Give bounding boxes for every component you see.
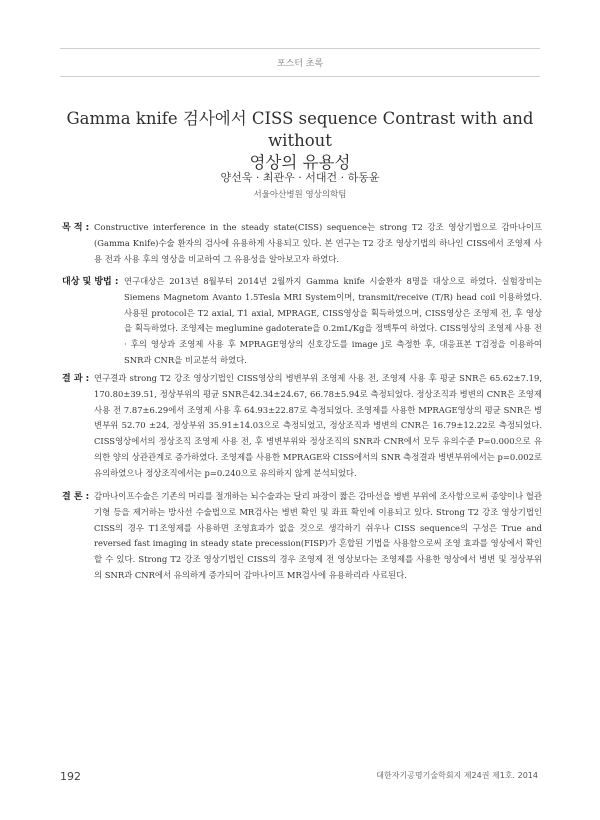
- paper-title-line-2: 영상의 유용성: [249, 153, 351, 172]
- purpose-label: 목 적 :: [62, 223, 90, 233]
- section-purpose: [62, 220, 542, 267]
- purpose-text: Constructive interference in the steady state(CISS) sequence는 strong T2 강조 영상기법으로 감마나이프(Gamma Knife)수술 환자의 검사에 유용하게 사용되고 있다. 본 연구는 T2 강조 영상기법의 하나인 CISS에서 조영제 사용 전과 사용 후의 영상을 비교하여 그 유용성을 알아보고자 하였다.: [94, 222, 542, 264]
- section-header-label: 포스터 초록: [276, 59, 324, 69]
- header-rule-top: [60, 48, 540, 49]
- header-rule-bottom: [60, 76, 540, 77]
- section-conclusion: [62, 489, 542, 584]
- author-list: 양선욱 · 최관우 · 서대건 · 하동윤: [220, 171, 380, 184]
- methods-label: 대상 및 방법 :: [62, 277, 119, 287]
- journal-citation: 대한자기공명기술학회지 제24권 제1호. 2014: [376, 771, 538, 780]
- paper-title: [40, 108, 560, 174]
- paper-title-line-1: Gamma knife 검사에서 CISS sequence Contrast with and without: [66, 109, 534, 150]
- page-number: 192: [60, 770, 81, 783]
- author-affiliation: 서울아산병원 영상의학팀: [253, 190, 347, 200]
- results-label: 결 과 :: [62, 374, 90, 384]
- section-results: [62, 371, 542, 482]
- section-methods: [62, 274, 542, 369]
- conclusion-label: 결 론 :: [62, 492, 90, 502]
- conclusion-text: 감마나이프수술은 기존의 머리를 절개하는 뇌수술과는 달리 파장이 짧은 감마선을 병변 부위에 조사함으로써 종양이나 혈관기형 등을 제거하는 방사선 수술법으로 MR검사는 병변 확인 및 좌표 확인에 이용되고 있다. Strong T2 강조 영상기법인 CISS의 경우 T1조영제를 사용하면 조영효과가 없을 것으로 생각하기 쉬우나 CISS sequence의 구성은 True and reversed fast imaging in steady state precession(FISP)가 혼합된 기법을 사용함으로써 조영 효과를 영상에서 확인 할 수 있다. Strong T2 강조 영상기법인 CISS의 경우 조영제 전 영상보다는 조영제를 사용한 영상에서 병변 및 정상부위의 SNR과 CNR에서 유의하게 증가되어 감마나이프 MR검사에 유용하리라 사료된다.: [94, 491, 542, 580]
- results-text: 연구결과 strong T2 강조 영상기법인 CISS영상의 병변부위 조영제 사용 전, 조영제 사용 후 평균 SNR은 65.62±7.19, 170.80±39.51, 정상부위의 평균 SNR은42.34±24.67, 66.78±5.94로 측정되었다. 정상조직과 병변의 CNR은 조영제 사용 전 7.87±6.29에서 조영제 사용 후 64.93±22.87로 측정되었다. 조영제를 사용한 MPRAGE영상의 평균 SNR은 병변부위 52.70 ±24, 정상부위 35.91±14.03으로 측정되었고, 정상조직과 병변의 CNR은 16.79±12.22로 측정되었다. CISS영상에서의 정상조직 조영제 사용 전, 후 병변부위와 정상조직의 SNR과 CNR에서 모두 유의수준 P=0.000으로 유의한 양의 상관관계로 증가하였다. 조영제를 사용한 MPRAGE와 CISS에서의 SNR 측정결과 병변부위에서는 p=0.002로 유의하였으나 정상조직에서는 p=0.240으로 유의하지 않게 분석되었다.: [94, 373, 542, 478]
- methods-text: 연구대상은 2013년 8월부터 2014년 2월까지 Gamma knife 시술환자 8명을 대상으로 하였다. 실험장비는 Siemens Magnetom Avanto 1.5Tesla MRI System이며, transmit/receive (T/R) head coil 이용하였다.사용된 protocol은 T2 axial, T1 axial, MPRAGE, CISS영상을 획득하였으며, CISS영상은 조영제 전, 후 영상을 획득하였다. 조영제는 meglumine gadoterate을 0.2mL/Kg을 정맥투여 하였다. CISS영상의 조영제 사용 전 · 후의 영상과 조영제 사용 후 MPRAGE영상의 신호강도를 image j로 측정한 후, 대응표본 T검정을 이용하여 SNR과 CNR을 비교분석 하였다.: [124, 276, 542, 365]
